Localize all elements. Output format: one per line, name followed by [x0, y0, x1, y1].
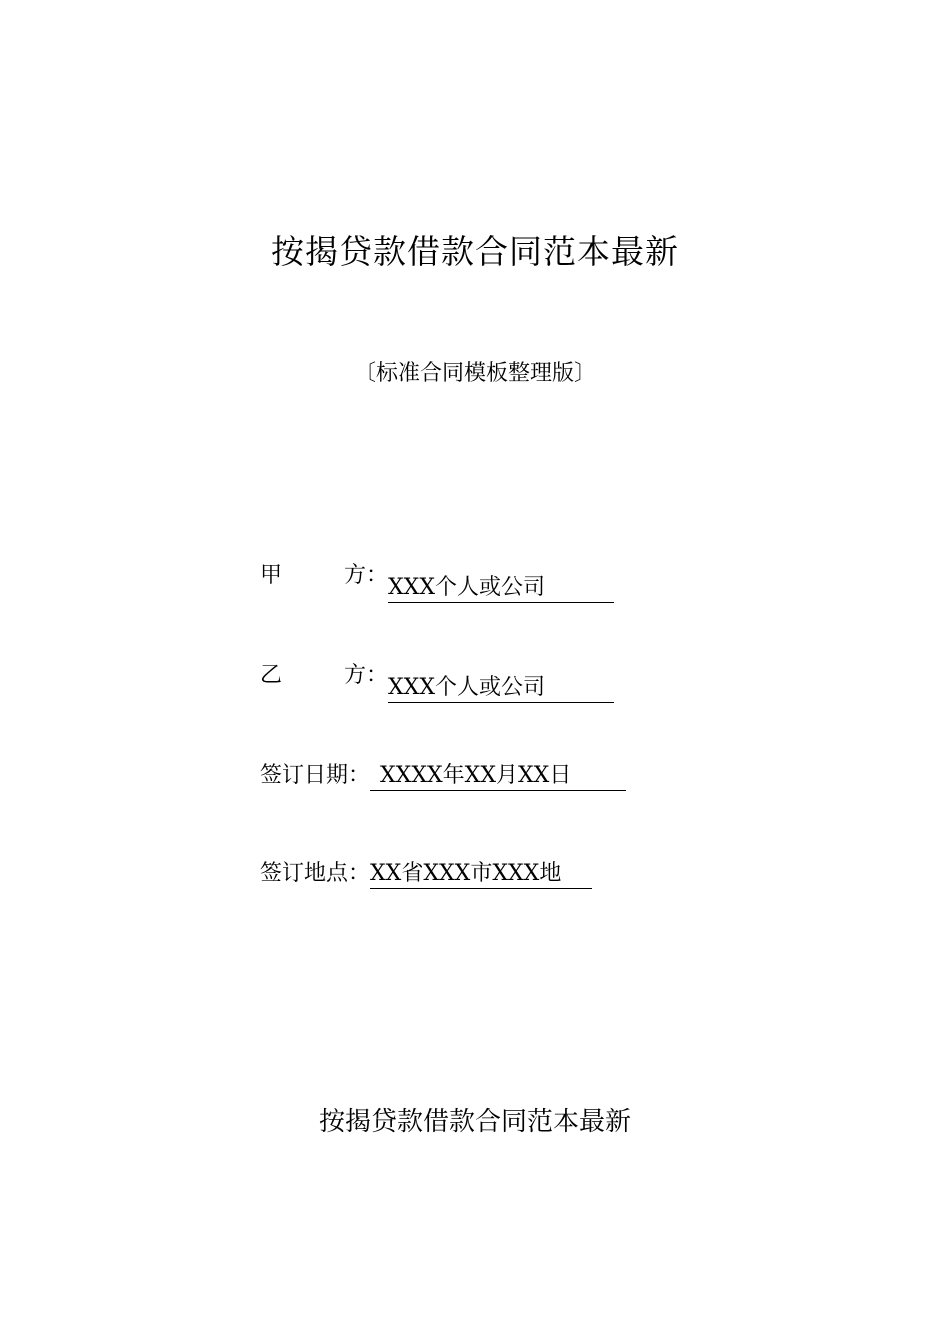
- sign-place-value: XX省XXX市XXX地: [370, 860, 592, 889]
- party-b-label-first: 乙: [260, 663, 283, 688]
- party-b-field: [260, 658, 614, 700]
- document-subtitle: 〔标准合同模板整理版〕: [353, 361, 596, 386]
- sign-date-label: 签订日期：: [260, 763, 371, 788]
- party-b-label-last: 方：: [343, 663, 388, 688]
- sign-date-field: [260, 758, 626, 794]
- party-a-value: XXX个人或公司: [388, 574, 614, 603]
- party-a-label: [260, 558, 388, 594]
- sign-date-value: XXXX年XX月XX日: [370, 762, 626, 791]
- party-a-field: [260, 558, 614, 600]
- sign-place-label: 签订地点：: [260, 861, 371, 886]
- party-b-label: [260, 658, 388, 694]
- party-a-label-last: 方：: [343, 563, 388, 588]
- party-a-label-first: 甲: [260, 563, 283, 588]
- sign-place-field: [260, 856, 592, 892]
- footer-title: 按揭贷款借款合同范本最新: [318, 1107, 631, 1137]
- document-title: 按揭贷款借款合同范本最新: [271, 232, 679, 271]
- party-b-value: XXX个人或公司: [388, 674, 614, 703]
